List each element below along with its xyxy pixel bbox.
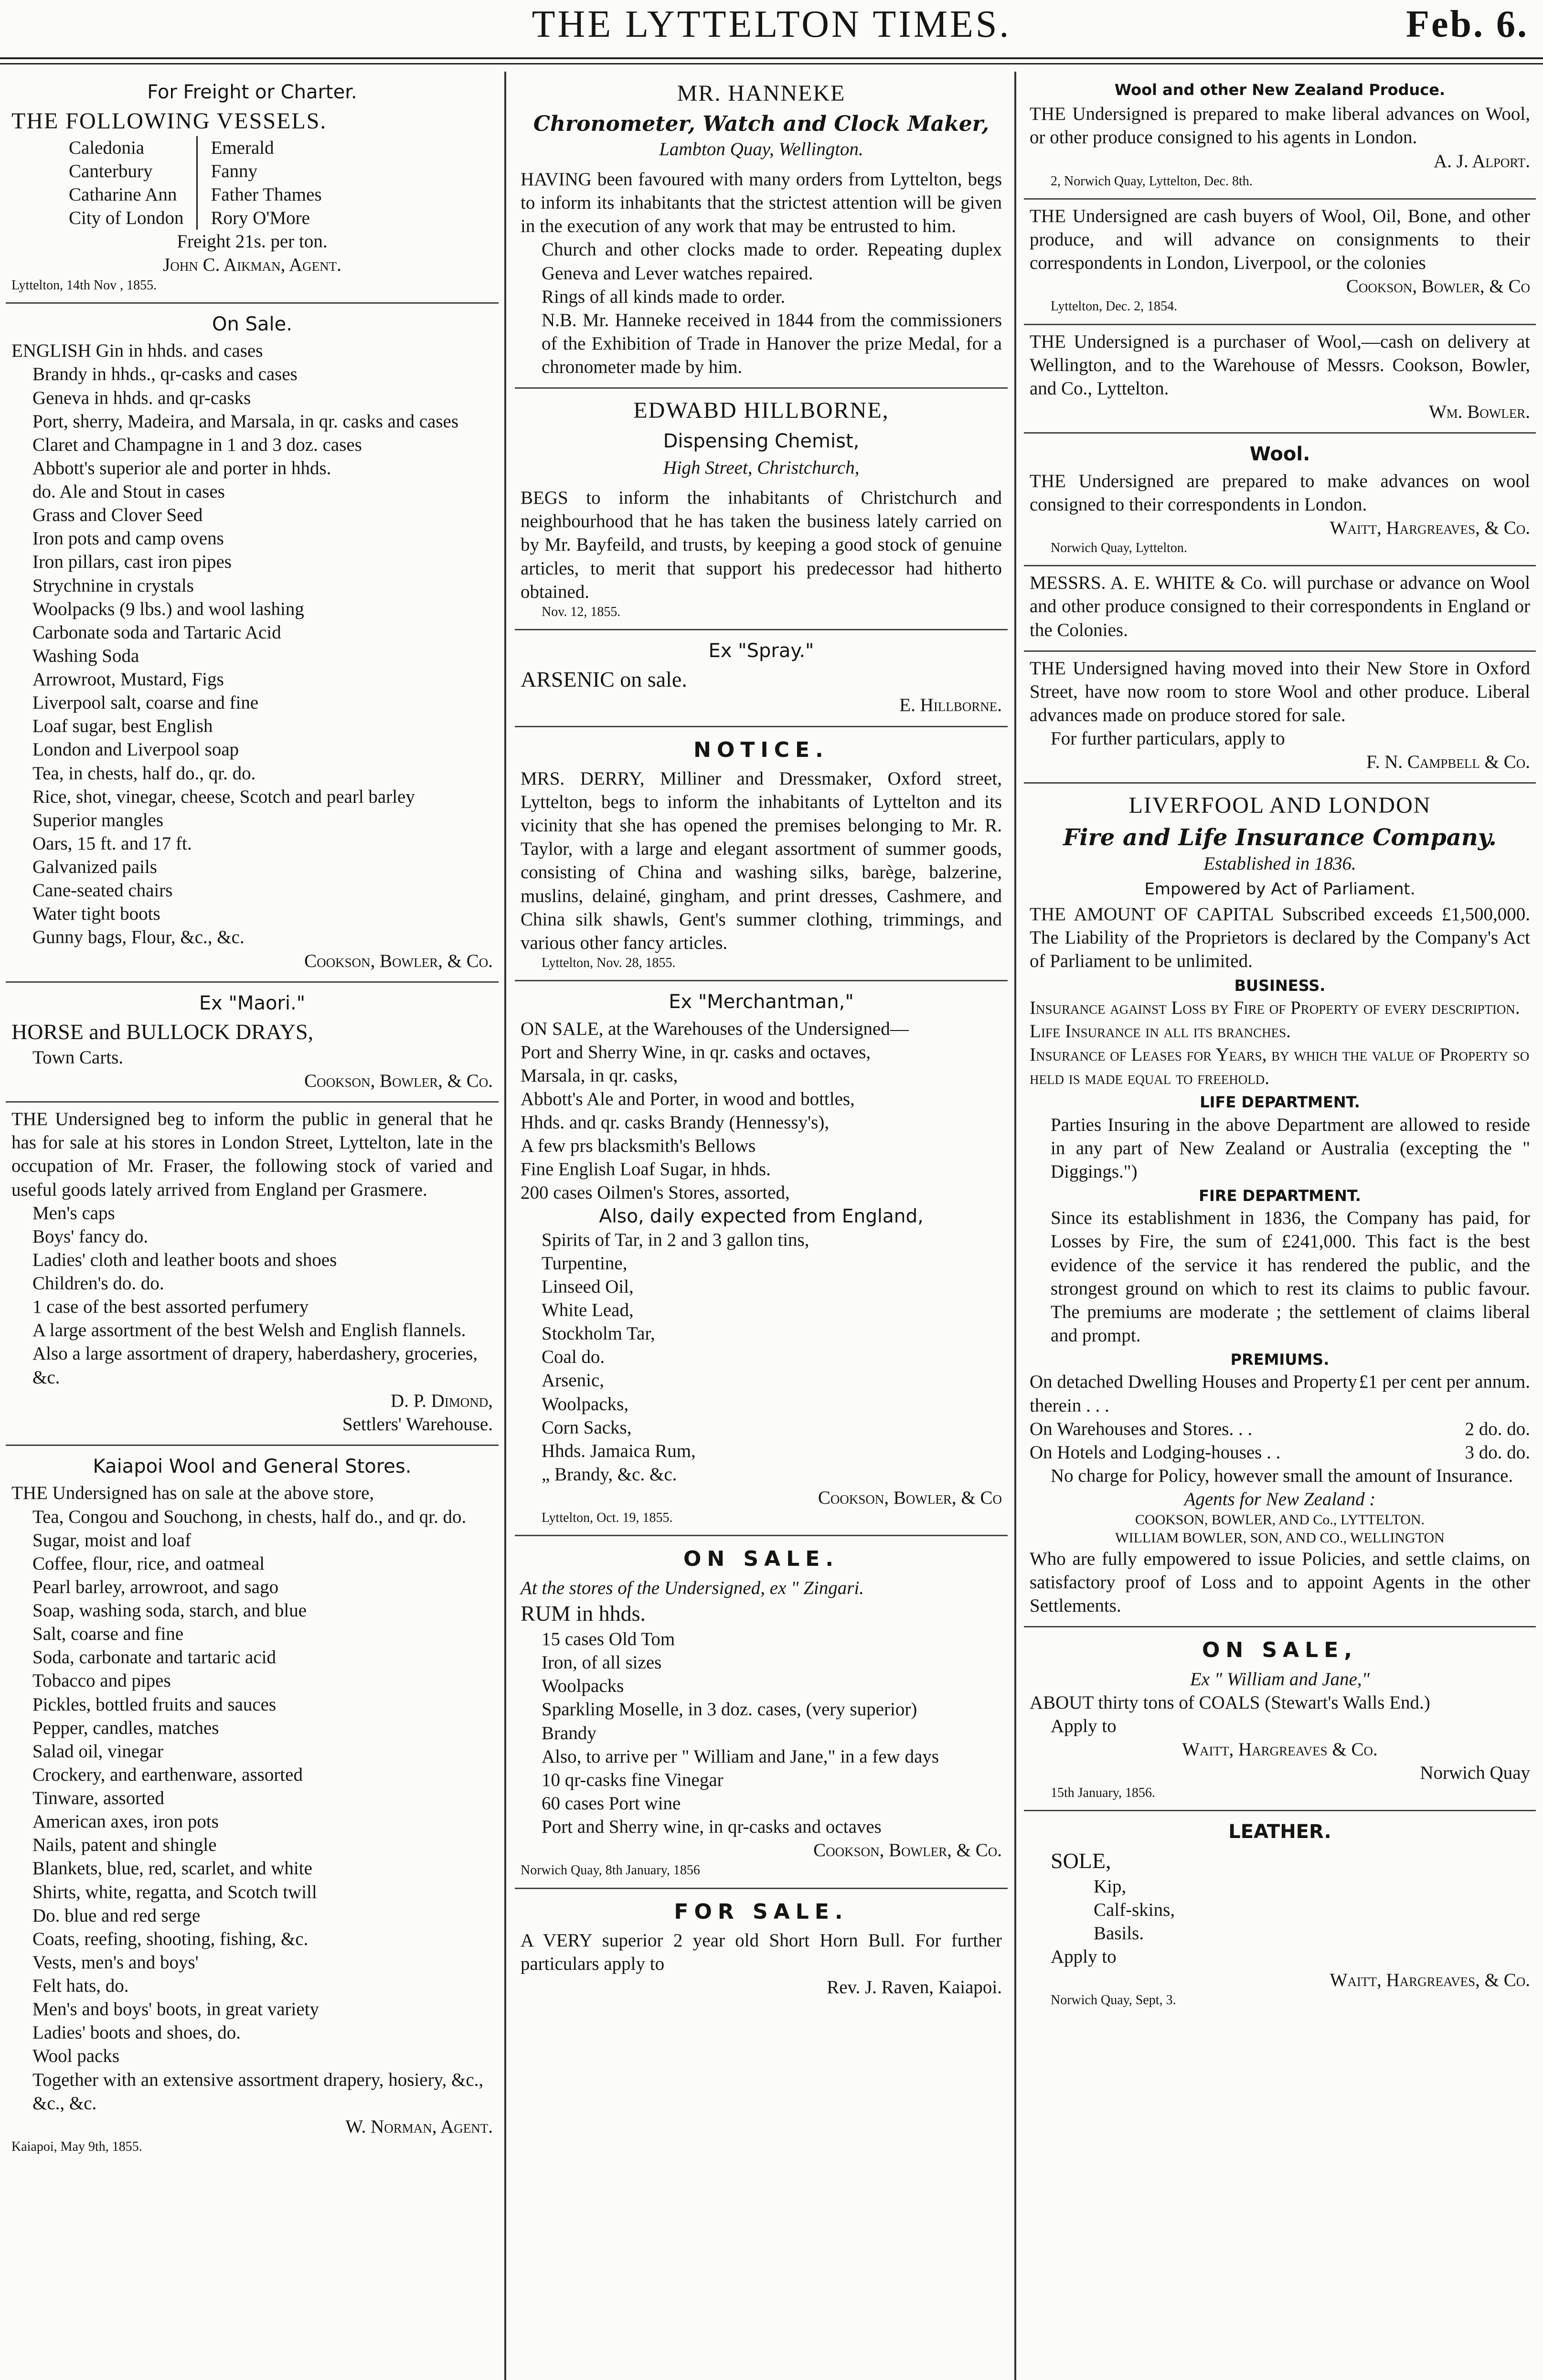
list-item: Life Insurance in all its branches. (1030, 1020, 1291, 1041)
ad-ex-line: Ex " William and Jane," (1190, 1668, 1370, 1689)
ad-signature: Cookson, Bowler, & Co. (304, 950, 493, 971)
list-item: Woolpacks (542, 1676, 624, 1697)
ad-merchantman (515, 981, 1008, 1536)
ad-lead: HORSE and BULLOCK DRAYS, (11, 1020, 314, 1044)
ad-lead: ON SALE, at the Warehouses of the Undersigned— (521, 1018, 909, 1039)
ad-dateline: Lyttelton, Dec. 2, 1854. (1051, 299, 1178, 314)
list-item: Turpentine, (542, 1253, 628, 1274)
ad-signature: Cookson, Bowler, & Co (1346, 276, 1530, 297)
ad-heading: Wool. (1249, 443, 1310, 466)
ad-signature: Waitt, Hargreaves & Co. (1182, 1739, 1378, 1760)
list-item: Gunny bags, Flour, &c., &c. (32, 927, 245, 948)
ad-insurance (1024, 784, 1536, 1627)
vessel-list-left (69, 136, 198, 230)
ad-signature: Cookson, Bowler, & Co (818, 1488, 1002, 1509)
list-item: Calf-skins, (1094, 1899, 1175, 1920)
list-item: Brandy (542, 1722, 596, 1743)
list-item: Soap, washing soda, starch, and blue (32, 1600, 307, 1621)
list-item: Port and Sherry wine, in qr-casks and octaves (542, 1817, 882, 1837)
list-item: Carbonate soda and Tartaric Acid (32, 622, 281, 643)
ad-signature: A. J. Alport. (1434, 150, 1530, 171)
ad-signature: Wm. Bowler. (1428, 402, 1530, 423)
ad-signature: D. P. Dimond, (391, 1390, 493, 1411)
list-item: Tea, in chests, half do., qr. do. (32, 763, 256, 784)
list-item: Men's and boys' boots, in great variety (32, 1999, 319, 2020)
company-name: Fire and Life Insurance Company. (1063, 824, 1497, 851)
item-list (11, 362, 493, 949)
ad-signature-line-2: Norwich Quay (1420, 1763, 1530, 1784)
ad-address: High Street, Christchurch, (663, 457, 860, 478)
item-list (1030, 1847, 1530, 1945)
list-item: Arsenic, (542, 1370, 605, 1391)
ad-lead: THE Undersigned has on sale at the above store, (11, 1483, 374, 1504)
ad-address: Lambton Quay, Wellington. (659, 138, 863, 159)
capital-paragraph: THE AMOUNT OF CAPITAL Subscribed exceeds £1,500,000. The Liability of the Proprietors is declared by the Company's Act of Parliament to be unlimited. (1030, 904, 1530, 972)
list-item: Linseed Oil, (542, 1276, 634, 1297)
list-item: SOLE, (1051, 1848, 1111, 1873)
list-item: Coffee, flour, rice, and oatmeal (32, 1553, 265, 1574)
list-item: Coats, reefing, shooting, fishing, &c. (32, 1928, 309, 1949)
ad-signature: E. Hillborne. (899, 695, 1002, 716)
life-paragraph: Parties Insuring in the above Department are allowed to reside in any part of New Zealand or Australia (excepting the " Diggings.") (1051, 1114, 1530, 1182)
masthead (0, 0, 1543, 72)
column-2 (515, 72, 1008, 2380)
list-item: Do. blue and red serge (32, 1905, 201, 1926)
list-item: Soda, carbonate and tartaric acid (32, 1647, 276, 1668)
vessel: Caledonia (69, 137, 145, 158)
list-item: Tobacco and pipes (32, 1670, 171, 1691)
list-item: Insurance of Leases for Years, by which the value of Property so held is made equal to freehold. (1030, 1044, 1530, 1089)
list-item: Fine English Loaf Sugar, in hhds. (521, 1159, 771, 1180)
ad-dateline: Lyttelton, Nov. 28, 1855. (542, 955, 676, 970)
list-item: Iron pillars, cast iron pipes (32, 552, 232, 573)
vessel: Rory O'More (211, 208, 310, 229)
list-item: Hhds. Jamaica Rum, (542, 1440, 696, 1461)
list-item: Woolpacks, (542, 1393, 629, 1414)
list-item: Ladies' cloth and leather boots and shoes (32, 1249, 337, 1270)
premium-row (1030, 1370, 1530, 1417)
ad-signature: John C. Aikman, Agent. (163, 255, 341, 276)
ad-heading: LEATHER. (1228, 1821, 1331, 1843)
ad-dateline: Nov. 12, 1855. (542, 604, 621, 619)
ad-signature: Cookson, Bowler, & Co. (813, 1840, 1002, 1861)
list-item: Kip, (1094, 1876, 1127, 1897)
masthead-rule-double (0, 63, 1543, 64)
ad-signature: Rev. J. Raven, Kaiapoi. (827, 1977, 1002, 1998)
list-item: Sparkling Moselle, in 3 doz. cases, (very superior) (542, 1699, 917, 1720)
vessel: Canterbury (69, 160, 153, 181)
list-item: 200 cases Oilmen's Stores, assorted, (521, 1182, 790, 1203)
ad-heading: NOTICE. (693, 737, 829, 762)
expected-heading: Also, daily expected from England, (599, 1205, 924, 1227)
ad-heading: FOR SALE. (674, 1899, 849, 1924)
ad-heading: LIVERFOOL AND LONDON (1128, 793, 1431, 818)
issue-date: Feb. 6. (1406, 3, 1529, 45)
list-item: Cane-seated chairs (32, 880, 173, 901)
list-item: Grass and Clover Seed (32, 505, 203, 526)
vessel: Father Thames (211, 184, 322, 205)
list-item: A large assortment of the best Welsh and English flannels. (32, 1320, 466, 1341)
ad-trade: Chronometer, Watch and Clock Maker, (533, 112, 990, 137)
ad-heading: MR. HANNEKE (677, 81, 846, 106)
list-item: Felt hats, do. (32, 1976, 129, 1996)
section-heading-premiums: PREMIUMS. (1230, 1350, 1330, 1369)
ad-kaiapoi (6, 1446, 499, 2164)
ad-zingari (515, 1536, 1008, 1889)
list-item: Galvanized pails (32, 857, 157, 878)
list-item: Loaf sugar, best English (32, 716, 213, 737)
list-item: Tea, Congou and Souchong, in chests, half do., and qr. do. (32, 1506, 467, 1527)
list-item: 10 qr-casks fine Vinegar (542, 1769, 724, 1790)
premium-rate: £1 per cent per annum. (1359, 1371, 1530, 1392)
ad-body: THE Undersigned is a purchaser of Wool,—cash on delivery at Wellington, and to the Warehouse of Messrs. Cookson, Bowler, and Co., Lyttelton. (1030, 331, 1530, 399)
list-item: Arrowroot, Mustard, Figs (32, 669, 224, 690)
list-item: A few prs blacksmith's Bellows (521, 1136, 756, 1157)
ad-heading: For Freight or Charter. (147, 81, 357, 103)
list-item: London and Liverpool soap (32, 739, 239, 760)
premium-rate: 3 do. do. (1465, 1442, 1530, 1463)
ad-purchaser (1024, 325, 1536, 434)
ad-lead: RUM in hhds. (521, 1601, 646, 1626)
ad-heading: Ex "Maori." (199, 992, 306, 1014)
list-item: Corn Sacks, (542, 1417, 632, 1438)
list-item: Also, to arrive per " William and Jane," in a few days (542, 1746, 939, 1767)
ad-hillborne (515, 389, 1008, 630)
list-item: Geneva in hhds. and qr-casks (32, 387, 251, 408)
list-item: Children's do. do. (32, 1273, 164, 1294)
ad-dateline: Norwich Quay, Lyttelton. (1051, 540, 1187, 555)
ad-bull (515, 1889, 1008, 2008)
list-item: Blankets, blue, red, scarlet, and white (32, 1858, 312, 1879)
ad-signature-line-2: Settlers' Warehouse. (342, 1413, 493, 1434)
ad-subheading: Dispensing Chemist, (663, 430, 860, 452)
ad-heading: ON SALE. (683, 1547, 840, 1572)
expected-list (521, 1228, 1002, 1486)
list-item: Spirits of Tar, in 2 and 3 gallon tins, (542, 1229, 809, 1250)
ad-heading: Ex "Merchantman," (669, 991, 854, 1013)
ad-body: THE Undersigned are prepared to make advances on wool consigned to their correspondents in London. (1030, 470, 1530, 515)
ad-body: THE Undersigned is prepared to make liberal advances on Wool, or other produce consigned to his agents in London. (1030, 104, 1530, 148)
agent-line: WILLIAM BOWLER, SON, AND CO., WELLINGTON (1115, 1530, 1445, 1546)
established-line: Established in 1836. (1203, 853, 1356, 874)
vessel-list (69, 136, 493, 230)
ad-body: BEGS to inform the inhabitants of Christchurch and neighbourhood that he has taken the business lately carried on by Mr. Bayfeild, and trusts, by keeping a good stock of genuine articles, to merit that support his predecessor had hitherto obtained. (521, 488, 1002, 602)
column-3 (1024, 72, 1536, 2380)
ad-heading: Wool and other New Zealand Produce. (1114, 81, 1446, 99)
premium-what: On detached Dwelling Houses and Property therein . . . (1030, 1371, 1357, 1416)
ad-signature: F. N. Campbell & Co. (1366, 752, 1530, 773)
ad-dateline: Norwich Quay, 8th January, 1856 (521, 1863, 700, 1878)
list-item: Insurance against Loss by Fire of Property of every description. (1030, 997, 1520, 1018)
ad-dateline: Kaiapoi, May 9th, 1855. (11, 2139, 142, 2154)
ad-leather (1024, 1811, 1536, 2017)
ad-dateline: Norwich Quay, Sept, 3. (1051, 1993, 1176, 2008)
item-list (521, 1627, 1002, 1838)
masthead-rule (0, 57, 1543, 59)
ad-body: HAVING been favoured with many orders from Lyttelton, begs to inform its inhabitants that the strictest attention will be given in the execution of any work that may be entrusted to him. (521, 169, 1002, 237)
ad-coals (1024, 1627, 1536, 1811)
column-rule (1014, 72, 1016, 2380)
column-1 (6, 72, 499, 2380)
ad-heading: EDWABD HILLBORNE, (633, 398, 889, 424)
premium-what: On Warehouses and Stores. . . (1030, 1418, 1253, 1439)
ad-dateline: 15th January, 1856. (1051, 1785, 1156, 1801)
list-item: Iron, of all sizes (542, 1652, 662, 1673)
ad-heading: Kaiapoi Wool and General Stores. (93, 1455, 412, 1477)
ad-wool (1024, 434, 1536, 566)
list-item: Pickles, bottled fruits and sauces (32, 1694, 277, 1715)
ad-body: A VERY superior 2 year old Short Horn Bull. For further particulars apply to (521, 1930, 1002, 1975)
item-list (521, 1041, 1002, 1205)
vessel: City of London (69, 208, 184, 229)
ad-apply: For further particulars, apply to (1051, 728, 1285, 749)
ad-subline: Town Carts. (32, 1047, 124, 1068)
list-item: Vests, men's and boys' (32, 1952, 199, 1973)
no-charge-note: No charge for Policy, however small the amount of Insurance. (1051, 1465, 1513, 1486)
list-item: Salt, coarse and fine (32, 1624, 184, 1645)
ad-derry (515, 727, 1008, 982)
ad-paragraph: Rings of all kinds made to order. (542, 286, 786, 307)
section-heading-fire: FIRE DEPARTMENT. (1199, 1187, 1361, 1205)
ad-intro: At the stores of the Undersigned, ex " Zingari. (521, 1577, 864, 1598)
list-item: Port and Sherry Wine, in qr. casks and octaves, (521, 1041, 871, 1062)
item-list (11, 1201, 493, 1389)
vessel: Emerald (211, 137, 274, 158)
list-item: Basils. (1094, 1923, 1144, 1944)
premium-row (1030, 1441, 1530, 1464)
list-item: 1 case of the best assorted perfumery (32, 1296, 309, 1318)
list-item: Shirts, white, regatta, and Scotch twill (32, 1881, 317, 1902)
list-item: 60 cases Port wine (542, 1793, 681, 1814)
agents-heading: Agents for New Zealand : (1184, 1489, 1376, 1510)
list-item: Washing Soda (32, 645, 139, 666)
list-item: Nails, patent and shingle (32, 1835, 217, 1856)
ad-signature: Cookson, Bowler, & Co. (304, 1071, 493, 1092)
list-item: Abbott's superior ale and porter in hhds. (32, 457, 331, 478)
list-item: Pepper, candles, matches (32, 1717, 219, 1738)
list-item: American axes, iron pots (32, 1811, 219, 1832)
ad-on-sale (6, 304, 499, 983)
list-item: „ Brandy, &c. &c. (542, 1464, 677, 1485)
list-item: Port, sherry, Madeira, and Marsala, in qr. casks and cases (32, 411, 459, 432)
list-item: Stockholm Tar, (542, 1323, 655, 1344)
list-item: Abbott's Ale and Porter, in wood and bottles, (521, 1088, 855, 1109)
list-item: Also a large assortment of drapery, haberdashery, groceries, &c. (32, 1343, 478, 1388)
list-item: Boys' fancy do. (32, 1226, 149, 1247)
list-item: Marsala, in qr. casks, (521, 1065, 678, 1086)
ad-body: MRS. DERRY, Milliner and Dressmaker, Oxford street, Lyttelton, begs to inform the inhabitants of Lyttelton and its vicinity that she has opened the premises belonging to Mr. R. Taylor, with a large and elegant assortment of summer goods, consisting of China and washing silks, barège, balzerine, muslins, delainé, gingham, and print dresses, Cashmere, and China silk shawls, Gent's summer clothing, trimmings, and various other fancy articles. (521, 768, 1002, 953)
list-item: Hhds. and qr. casks Brandy (Hennessy's), (521, 1112, 830, 1133)
list-item: Salad oil, vinegar (32, 1741, 164, 1762)
list-item: Ladies' boots and shoes, do. (32, 2022, 241, 2043)
list-item: Crockery, and earthenware, assorted (32, 1764, 303, 1785)
ad-freight (6, 72, 499, 304)
fire-paragraph: Since its establishment in 1836, the Company has paid, for Losses by Fire, the sum of £241,000. This fact is the best evidence of the service it has rendered the public, and the strongest ground on which to rest its claims to public favour. The premiums are moderate ; the settlement of claims liberal and prompt. (1051, 1208, 1530, 1346)
ad-cash-buyers (1024, 200, 1536, 325)
ad-signature: W. Norman, Agent. (345, 2116, 493, 2137)
list-item: Coal do. (542, 1347, 605, 1368)
list-item: Oars, 15 ft. and 17 ft. (32, 833, 192, 854)
section-heading-business: BUSINESS. (1234, 976, 1326, 995)
ad-apply: Apply to (1051, 1715, 1117, 1736)
list-item: Iron pots and camp ovens (32, 528, 224, 549)
list-item: Together with an extensive assortment drapery, hosiery, &c., &c., &c. (32, 2069, 484, 2114)
ad-dimond (6, 1103, 499, 1446)
list-item: 15 cases Old Tom (542, 1629, 675, 1649)
ad-lead: ARSENIC on sale. (521, 667, 687, 692)
list-item: do. Ale and Stout in cases (32, 481, 225, 502)
ad-lead: ENGLISH Gin in hhds. and cases (11, 340, 263, 361)
list-item: Wool packs (32, 2046, 120, 2067)
list-item: Pearl barley, arrowroot, and sago (32, 1576, 279, 1597)
list-item: Rice, shot, vinegar, cheese, Scotch and pearl barley (32, 786, 415, 807)
section-heading-life: LIFE DEPARTMENT. (1200, 1093, 1360, 1112)
closing-paragraph: Who are fully empowered to issue Policies, and settle claims, on satisfactory proof of Loss and to appoint Agents in the other Settlements. (1030, 1548, 1530, 1616)
ad-body: THE Undersigned are cash buyers of Wool, Oil, Bone, and other produce, and will advance on consignments to their correspondents in London, Liverpool, or the colonies (1030, 205, 1530, 274)
column-rule (504, 72, 506, 2380)
ad-apply: Apply to (1051, 1946, 1117, 1967)
ad-signature: Waitt, Hargreaves, & Co. (1330, 517, 1530, 538)
ad-spray (515, 630, 1008, 727)
list-item: Superior mangles (32, 809, 164, 830)
list-item: Strychnine in crystals (32, 575, 194, 596)
ad-signature: Waitt, Hargreaves, & Co. (1330, 1970, 1530, 1991)
list-item: Sugar, moist and loaf (32, 1530, 192, 1551)
ad-body: THE Undersigned beg to inform the public in general that he has for sale at his stores in London Street, Lyttelton, late in the occupation of Mr. Fraser, the following stock of varied and useful goods lately arrived from England per Grasmere. (11, 1109, 493, 1200)
ad-paragraph: Church and other clocks made to order. Repeating duplex Geneva and Lever watches repaired. (542, 239, 1002, 284)
agent-line: COOKSON, BOWLER, AND Co., LYTTELTON. (1135, 1512, 1425, 1528)
list-item: Tinware, assorted (32, 1788, 164, 1808)
ad-paragraph: N.B. Mr. Hanneke received in 1844 from the commissioners of the Exhibition of Trade in Hanover the prize Medal, for a chronometer made by him. (542, 309, 1002, 378)
ad-alport (1024, 72, 1536, 200)
ad-heading: ON SALE, (1202, 1638, 1358, 1663)
premiums-table (1030, 1370, 1530, 1464)
ad-white (1024, 566, 1536, 651)
ad-maori (6, 983, 499, 1103)
premium-what: On Hotels and Lodging-houses . . (1030, 1442, 1281, 1463)
ad-campbell (1024, 652, 1536, 784)
newspaper-title: THE LYTTELTON TIMES. (532, 3, 1011, 45)
freight-rate: Freight 21s. per ton. (177, 231, 328, 252)
ad-lead: THE FOLLOWING VESSELS. (11, 108, 327, 134)
item-list (11, 1505, 493, 2115)
list-item: Water tight boots (32, 903, 160, 924)
premium-rate: 2 do. do. (1465, 1418, 1530, 1439)
list-item: Liverpool salt, coarse and fine (32, 692, 259, 713)
list-item: Claret and Champagne in 1 and 3 doz. cases (32, 434, 362, 455)
premium-row (1030, 1417, 1530, 1441)
ad-dateline: 2, Norwich Quay, Lyttelton, Dec. 8th. (1051, 173, 1253, 189)
list-item: Men's caps (32, 1202, 115, 1223)
ad-hanneke (515, 72, 1008, 389)
list-item: Brandy in hhds., qr-casks and cases (32, 364, 298, 385)
empowered-line: Empowered by Act of Parliament. (1144, 880, 1415, 899)
vessel: Fanny (211, 160, 257, 181)
ad-heading: On Sale. (212, 313, 292, 335)
ad-body: MESSRS. A. E. WHITE & Co. will purchase or advance on Wool and other produce consigned to their correspondents in England or the Colonies. (1030, 573, 1530, 640)
list-item: White Lead, (542, 1300, 634, 1321)
ad-body: THE Undersigned having moved into their New Store in Oxford Street, have now room to store Wool and other produce. Liberal advances made on produce stored for sale. (1030, 658, 1530, 725)
list-item: Woolpacks (9 lbs.) and wool lashing (32, 598, 304, 619)
ad-dateline: Lyttelton, Oct. 19, 1855. (542, 1510, 673, 1526)
ad-dateline: Lyttelton, 14th Nov , 1855. (11, 277, 157, 293)
vessel-list-right (198, 136, 322, 230)
vessel: Catharine Ann (69, 184, 177, 205)
ad-body: ABOUT thirty tons of COALS (Stewart's Walls End.) (1030, 1692, 1430, 1713)
business-list (1030, 996, 1530, 1090)
ad-heading: Ex "Spray." (708, 640, 814, 662)
